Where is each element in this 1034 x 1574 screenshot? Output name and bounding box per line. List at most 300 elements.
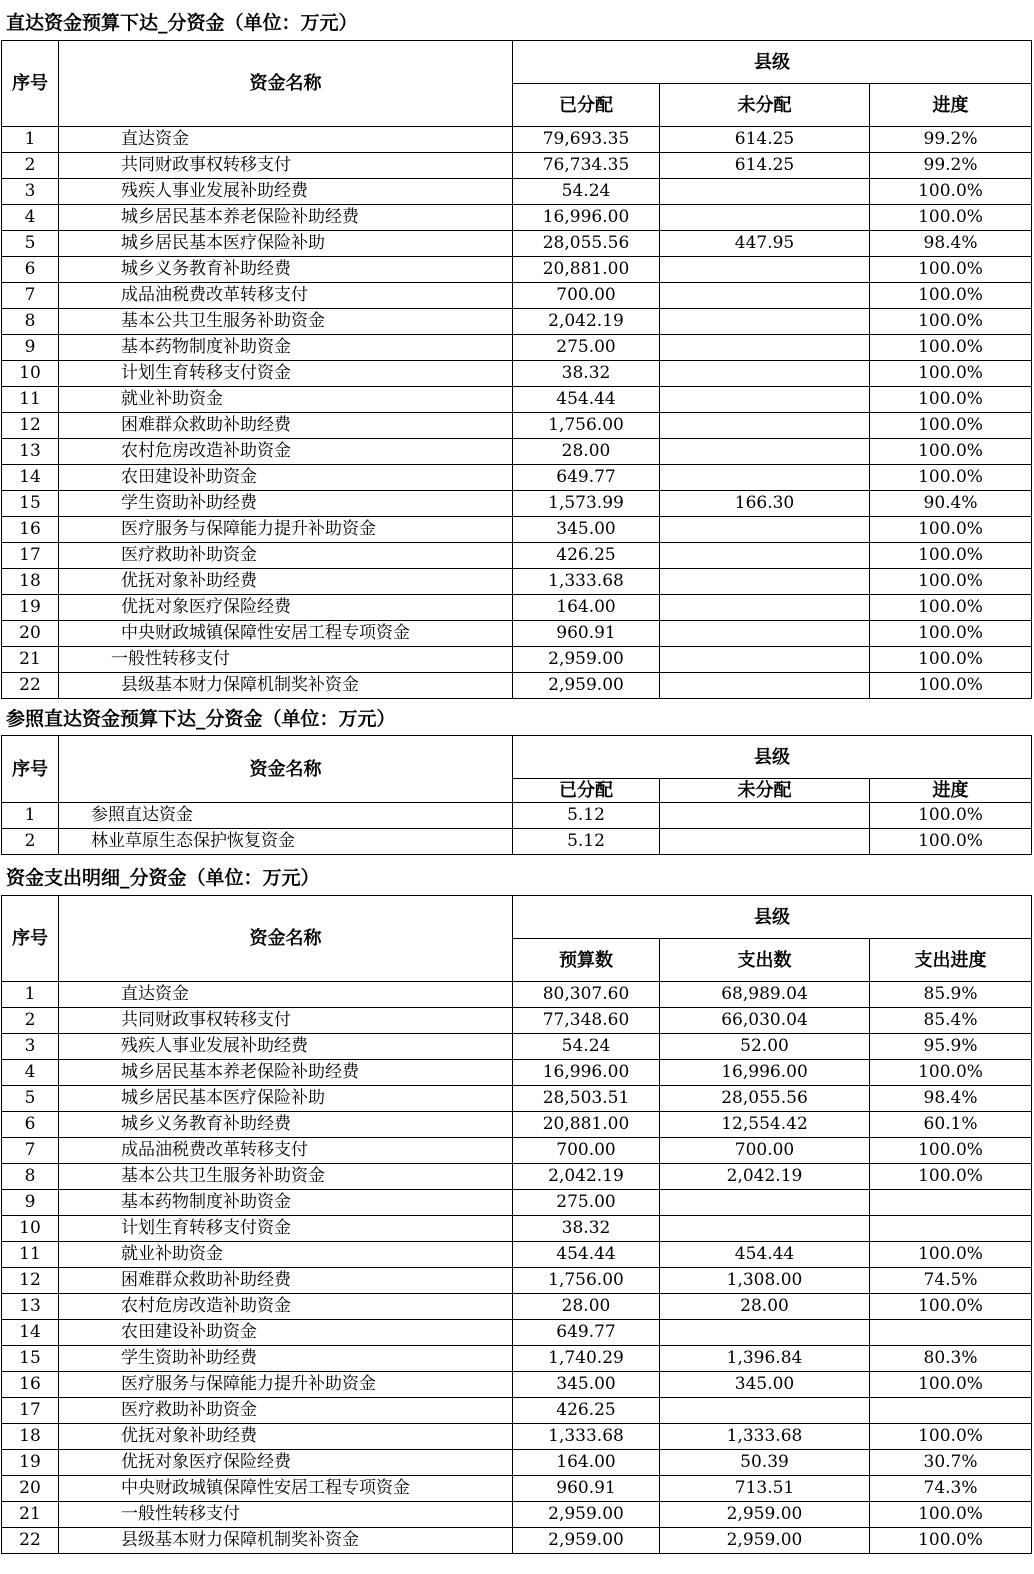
fund-name: 直达资金: [59, 127, 513, 153]
table-row: [2, 829, 1032, 855]
value-a: 54.24: [513, 1034, 660, 1060]
value-b: [660, 257, 870, 283]
row-number: 9: [2, 335, 59, 361]
fund-name: 困难群众救助补助经费: [59, 1268, 513, 1294]
row-number: 20: [2, 1476, 59, 1502]
section1-title: 直达资金预算下达_分资金（单位：万元）: [6, 12, 358, 34]
value-b: 454.44: [660, 1242, 870, 1268]
value-c: 100.0%: [870, 309, 1032, 335]
table-row: [2, 335, 1032, 361]
fund-name: 医疗服务与保障能力提升补助资金: [59, 1372, 513, 1398]
value-a: 2,042.19: [513, 309, 660, 335]
fund-name: 医疗救助补助资金: [59, 1398, 513, 1424]
header-progress: 进度: [870, 84, 1032, 127]
table-row: [2, 1450, 1032, 1476]
value-a: 2,959.00: [513, 1528, 660, 1554]
value-a: 426.25: [513, 543, 660, 569]
value-c: 100.0%: [870, 465, 1032, 491]
row-number: 7: [2, 1138, 59, 1164]
value-b: 700.00: [660, 1138, 870, 1164]
row-number: 7: [2, 283, 59, 309]
fund-name: 基本公共卫生服务补助资金: [59, 309, 513, 335]
value-a: 28.00: [513, 1294, 660, 1320]
table-row: [2, 309, 1032, 335]
fund-name: 参照直达资金: [59, 803, 513, 829]
value-b: 68,989.04: [660, 982, 870, 1008]
value-b: [660, 439, 870, 465]
fund-name: 残疾人事业发展补助经费: [59, 179, 513, 205]
table-row: [2, 1268, 1032, 1294]
value-b: 614.25: [660, 127, 870, 153]
value-c: 100.0%: [870, 569, 1032, 595]
table-row: [2, 1242, 1032, 1268]
table-row: [2, 673, 1032, 699]
table-row: [2, 361, 1032, 387]
header-name: 资金名称: [59, 41, 513, 127]
value-a: 454.44: [513, 1242, 660, 1268]
section3-title: 资金支出明细_分资金（单位：万元）: [6, 867, 320, 889]
value-b: [660, 621, 870, 647]
value-b: [660, 673, 870, 699]
value-b: 66,030.04: [660, 1008, 870, 1034]
table-row: [2, 231, 1032, 257]
value-b: 166.30: [660, 491, 870, 517]
value-c: 74.5%: [870, 1268, 1032, 1294]
value-c: 100.0%: [870, 205, 1032, 231]
value-b: 614.25: [660, 153, 870, 179]
row-number: 18: [2, 569, 59, 595]
row-number: 19: [2, 1450, 59, 1476]
fund-name: 就业补助资金: [59, 387, 513, 413]
value-a: 649.77: [513, 1320, 660, 1346]
value-c: 100.0%: [870, 179, 1032, 205]
value-a: 275.00: [513, 335, 660, 361]
table-row: [2, 283, 1032, 309]
row-number: 22: [2, 1528, 59, 1554]
value-b: [660, 647, 870, 673]
fund-name: 共同财政事权转移支付: [59, 153, 513, 179]
header-group: 县级: [513, 41, 1032, 84]
value-c: 85.4%: [870, 1008, 1032, 1034]
value-c: 100.0%: [870, 439, 1032, 465]
value-a: 960.91: [513, 1476, 660, 1502]
table-row: [2, 1138, 1032, 1164]
value-b: [660, 1320, 870, 1346]
value-a: 426.25: [513, 1398, 660, 1424]
row-number: 2: [2, 829, 59, 855]
value-b: 16,996.00: [660, 1060, 870, 1086]
value-b: [660, 465, 870, 491]
section2-title: 参照直达资金预算下达_分资金（单位：万元）: [6, 708, 396, 730]
table-row: [2, 621, 1032, 647]
fund-name: 基本药物制度补助资金: [59, 1190, 513, 1216]
row-number: 18: [2, 1424, 59, 1450]
fund-name: 优抚对象医疗保险经费: [59, 595, 513, 621]
table-row: [2, 1086, 1032, 1112]
row-number: 22: [2, 673, 59, 699]
fund-name: 成品油税费改革转移支付: [59, 283, 513, 309]
table-row: [2, 982, 1032, 1008]
header-no: 序号: [2, 896, 59, 982]
table-row: [2, 1502, 1032, 1528]
row-number: 21: [2, 647, 59, 673]
table-row: [2, 1060, 1032, 1086]
header-expenditure-progress: 支出进度: [870, 939, 1032, 982]
value-b: 2,959.00: [660, 1528, 870, 1554]
fund-name: 县级基本财力保障机制奖补资金: [59, 673, 513, 699]
fund-name: 直达资金: [59, 982, 513, 1008]
row-number: 13: [2, 439, 59, 465]
value-c: 100.0%: [870, 621, 1032, 647]
fund-name: 学生资助补助经费: [59, 1346, 513, 1372]
table-row: [2, 1346, 1032, 1372]
table-row: [2, 387, 1032, 413]
value-c: 100.0%: [870, 647, 1032, 673]
table-row: [2, 569, 1032, 595]
header-expenditure: 支出数: [660, 939, 870, 982]
row-number: 14: [2, 465, 59, 491]
value-b: [660, 283, 870, 309]
table-row: [2, 179, 1032, 205]
row-number: 15: [2, 491, 59, 517]
value-a: 16,996.00: [513, 1060, 660, 1086]
row-number: 11: [2, 387, 59, 413]
table-row: [2, 127, 1032, 153]
value-c: [870, 1190, 1032, 1216]
fund-name: 成品油税费改革转移支付: [59, 1138, 513, 1164]
value-b: [660, 1190, 870, 1216]
value-b: [660, 361, 870, 387]
value-c: 100.0%: [870, 1060, 1032, 1086]
header-progress: 进度: [870, 779, 1032, 803]
table-row: [2, 1164, 1032, 1190]
table-row: [2, 1216, 1032, 1242]
table-row: [2, 491, 1032, 517]
value-b: 28.00: [660, 1294, 870, 1320]
fund-name: 基本药物制度补助资金: [59, 335, 513, 361]
value-c: 100.0%: [870, 283, 1032, 309]
table-row: [2, 647, 1032, 673]
value-c: 99.2%: [870, 127, 1032, 153]
row-number: 14: [2, 1320, 59, 1346]
value-a: 28.00: [513, 439, 660, 465]
value-c: 100.0%: [870, 1164, 1032, 1190]
table-row: [2, 1398, 1032, 1424]
table-row: [2, 1320, 1032, 1346]
fund-name: 城乡义务教育补助经费: [59, 1112, 513, 1138]
value-a: 164.00: [513, 595, 660, 621]
value-a: 79,693.35: [513, 127, 660, 153]
value-b: [660, 413, 870, 439]
value-b: 52.00: [660, 1034, 870, 1060]
value-a: 16,996.00: [513, 205, 660, 231]
table-row: [2, 153, 1032, 179]
fund-name: 中央财政城镇保障性安居工程专项资金: [59, 621, 513, 647]
row-number: 12: [2, 413, 59, 439]
table-row: [2, 257, 1032, 283]
row-number: 1: [2, 803, 59, 829]
value-c: 98.4%: [870, 231, 1032, 257]
value-a: 1,333.68: [513, 569, 660, 595]
table-row: [2, 1372, 1032, 1398]
fund-name: 共同财政事权转移支付: [59, 1008, 513, 1034]
value-a: 38.32: [513, 1216, 660, 1242]
value-a: 1,756.00: [513, 1268, 660, 1294]
section1-table: [1, 40, 1032, 699]
row-number: 8: [2, 309, 59, 335]
value-b: [660, 1398, 870, 1424]
value-c: 100.0%: [870, 335, 1032, 361]
value-a: 700.00: [513, 283, 660, 309]
value-c: 74.3%: [870, 1476, 1032, 1502]
table-row: [2, 543, 1032, 569]
value-c: 90.4%: [870, 491, 1032, 517]
value-b: [660, 569, 870, 595]
fund-name: 城乡居民基本医疗保险补助: [59, 231, 513, 257]
value-b: 28,055.56: [660, 1086, 870, 1112]
fund-name: 中央财政城镇保障性安居工程专项资金: [59, 1476, 513, 1502]
value-b: 1,333.68: [660, 1424, 870, 1450]
row-number: 8: [2, 1164, 59, 1190]
fund-name: 优抚对象补助经费: [59, 569, 513, 595]
row-number: 4: [2, 205, 59, 231]
value-a: 5.12: [513, 829, 660, 855]
value-c: 95.9%: [870, 1034, 1032, 1060]
header-name: 资金名称: [59, 896, 513, 982]
value-a: 345.00: [513, 517, 660, 543]
value-b: [660, 387, 870, 413]
header-group: 县级: [513, 736, 1032, 779]
fund-name: 就业补助资金: [59, 1242, 513, 1268]
header-budget: 预算数: [513, 939, 660, 982]
fund-name: 城乡义务教育补助经费: [59, 257, 513, 283]
value-a: 1,740.29: [513, 1346, 660, 1372]
value-c: 30.7%: [870, 1450, 1032, 1476]
fund-name: 计划生育转移支付资金: [59, 361, 513, 387]
value-b: [660, 179, 870, 205]
value-c: [870, 1216, 1032, 1242]
value-b: [660, 309, 870, 335]
row-number: 12: [2, 1268, 59, 1294]
fund-name: 优抚对象医疗保险经费: [59, 1450, 513, 1476]
value-a: 80,307.60: [513, 982, 660, 1008]
fund-name: 计划生育转移支付资金: [59, 1216, 513, 1242]
table-row: [2, 413, 1032, 439]
value-b: [660, 543, 870, 569]
value-a: 960.91: [513, 621, 660, 647]
table-row: [2, 1112, 1032, 1138]
value-c: 100.0%: [870, 803, 1032, 829]
value-a: 28,055.56: [513, 231, 660, 257]
header-allocated: 已分配: [513, 84, 660, 127]
fund-name: 城乡居民基本养老保险补助经费: [59, 1060, 513, 1086]
fund-name: 一般性转移支付: [59, 647, 513, 673]
fund-name: 困难群众救助补助经费: [59, 413, 513, 439]
row-number: 3: [2, 1034, 59, 1060]
row-number: 15: [2, 1346, 59, 1372]
value-a: 20,881.00: [513, 257, 660, 283]
fund-name: 一般性转移支付: [59, 1502, 513, 1528]
table-row: [2, 1034, 1032, 1060]
value-a: 2,042.19: [513, 1164, 660, 1190]
fund-name: 农田建设补助资金: [59, 465, 513, 491]
value-b: [660, 205, 870, 231]
table-row: [2, 1008, 1032, 1034]
value-c: 100.0%: [870, 257, 1032, 283]
row-number: 3: [2, 179, 59, 205]
value-a: 5.12: [513, 803, 660, 829]
value-a: 1,573.99: [513, 491, 660, 517]
value-c: [870, 1398, 1032, 1424]
value-c: 100.0%: [870, 413, 1032, 439]
row-number: 16: [2, 1372, 59, 1398]
value-c: 100.0%: [870, 1242, 1032, 1268]
fund-name: 残疾人事业发展补助经费: [59, 1034, 513, 1060]
section3-table: [1, 895, 1032, 1554]
fund-name: 县级基本财力保障机制奖补资金: [59, 1528, 513, 1554]
header-no: 序号: [2, 736, 59, 803]
value-a: 20,881.00: [513, 1112, 660, 1138]
value-b: 2,042.19: [660, 1164, 870, 1190]
section2-table: [1, 735, 1032, 855]
value-c: 100.0%: [870, 673, 1032, 699]
value-a: 54.24: [513, 179, 660, 205]
row-number: 2: [2, 1008, 59, 1034]
value-b: 2,959.00: [660, 1502, 870, 1528]
fund-name: 农村危房改造补助资金: [59, 1294, 513, 1320]
value-c: 100.0%: [870, 361, 1032, 387]
value-c: 100.0%: [870, 1294, 1032, 1320]
value-a: 1,333.68: [513, 1424, 660, 1450]
fund-name: 城乡居民基本养老保险补助经费: [59, 205, 513, 231]
value-b: [660, 335, 870, 361]
row-number: 10: [2, 1216, 59, 1242]
row-number: 9: [2, 1190, 59, 1216]
value-c: 99.2%: [870, 153, 1032, 179]
value-b: [660, 803, 870, 829]
value-a: 700.00: [513, 1138, 660, 1164]
value-c: 100.0%: [870, 595, 1032, 621]
fund-name: 农田建设补助资金: [59, 1320, 513, 1346]
value-b: 50.39: [660, 1450, 870, 1476]
value-a: 2,959.00: [513, 647, 660, 673]
row-number: 1: [2, 127, 59, 153]
value-b: [660, 1216, 870, 1242]
row-number: 16: [2, 517, 59, 543]
value-c: 100.0%: [870, 517, 1032, 543]
row-number: 19: [2, 595, 59, 621]
table-row: [2, 1190, 1032, 1216]
value-a: 2,959.00: [513, 673, 660, 699]
value-c: 100.0%: [870, 829, 1032, 855]
value-a: 2,959.00: [513, 1502, 660, 1528]
value-c: 60.1%: [870, 1112, 1032, 1138]
table-row: [2, 1476, 1032, 1502]
row-number: 21: [2, 1502, 59, 1528]
value-c: 80.3%: [870, 1346, 1032, 1372]
value-b: 345.00: [660, 1372, 870, 1398]
row-number: 6: [2, 1112, 59, 1138]
row-number: 20: [2, 621, 59, 647]
fund-name: 农村危房改造补助资金: [59, 439, 513, 465]
fund-name: 城乡居民基本医疗保险补助: [59, 1086, 513, 1112]
value-c: [870, 1320, 1032, 1346]
header-name: 资金名称: [59, 736, 513, 803]
header-unallocated: 未分配: [660, 779, 870, 803]
row-number: 11: [2, 1242, 59, 1268]
fund-name: 林业草原生态保护恢复资金: [59, 829, 513, 855]
table-row: [2, 205, 1032, 231]
table-row: [2, 595, 1032, 621]
value-a: 164.00: [513, 1450, 660, 1476]
table-row: [2, 1528, 1032, 1554]
value-c: 100.0%: [870, 543, 1032, 569]
value-a: 454.44: [513, 387, 660, 413]
table-row: [2, 517, 1032, 543]
table-row: [2, 1424, 1032, 1450]
fund-name: 优抚对象补助经费: [59, 1424, 513, 1450]
value-a: 76,734.35: [513, 153, 660, 179]
header-group: 县级: [513, 896, 1032, 939]
value-a: 275.00: [513, 1190, 660, 1216]
value-c: 100.0%: [870, 1502, 1032, 1528]
fund-name: 医疗服务与保障能力提升补助资金: [59, 517, 513, 543]
fund-name: 学生资助补助经费: [59, 491, 513, 517]
fund-name: 基本公共卫生服务补助资金: [59, 1164, 513, 1190]
value-b: 713.51: [660, 1476, 870, 1502]
value-c: 100.0%: [870, 1372, 1032, 1398]
value-c: 100.0%: [870, 1424, 1032, 1450]
row-number: 13: [2, 1294, 59, 1320]
table-row: [2, 803, 1032, 829]
value-c: 85.9%: [870, 982, 1032, 1008]
row-number: 17: [2, 1398, 59, 1424]
value-c: 100.0%: [870, 387, 1032, 413]
header-no: 序号: [2, 41, 59, 127]
row-number: 6: [2, 257, 59, 283]
value-c: 100.0%: [870, 1138, 1032, 1164]
header-unallocated: 未分配: [660, 84, 870, 127]
header-allocated: 已分配: [513, 779, 660, 803]
row-number: 17: [2, 543, 59, 569]
value-a: 1,756.00: [513, 413, 660, 439]
value-c: 98.4%: [870, 1086, 1032, 1112]
value-b: 12,554.42: [660, 1112, 870, 1138]
value-b: [660, 829, 870, 855]
value-b: 1,308.00: [660, 1268, 870, 1294]
table-row: [2, 465, 1032, 491]
value-b: 1,396.84: [660, 1346, 870, 1372]
row-number: 2: [2, 153, 59, 179]
row-number: 5: [2, 231, 59, 257]
row-number: 4: [2, 1060, 59, 1086]
value-b: [660, 517, 870, 543]
table-row: [2, 1294, 1032, 1320]
row-number: 1: [2, 982, 59, 1008]
value-a: 345.00: [513, 1372, 660, 1398]
fund-name: 医疗救助补助资金: [59, 543, 513, 569]
value-a: 77,348.60: [513, 1008, 660, 1034]
value-a: 38.32: [513, 361, 660, 387]
value-a: 649.77: [513, 465, 660, 491]
value-a: 28,503.51: [513, 1086, 660, 1112]
value-b: 447.95: [660, 231, 870, 257]
value-b: [660, 595, 870, 621]
row-number: 10: [2, 361, 59, 387]
table-row: [2, 439, 1032, 465]
value-c: 100.0%: [870, 1528, 1032, 1554]
row-number: 5: [2, 1086, 59, 1112]
